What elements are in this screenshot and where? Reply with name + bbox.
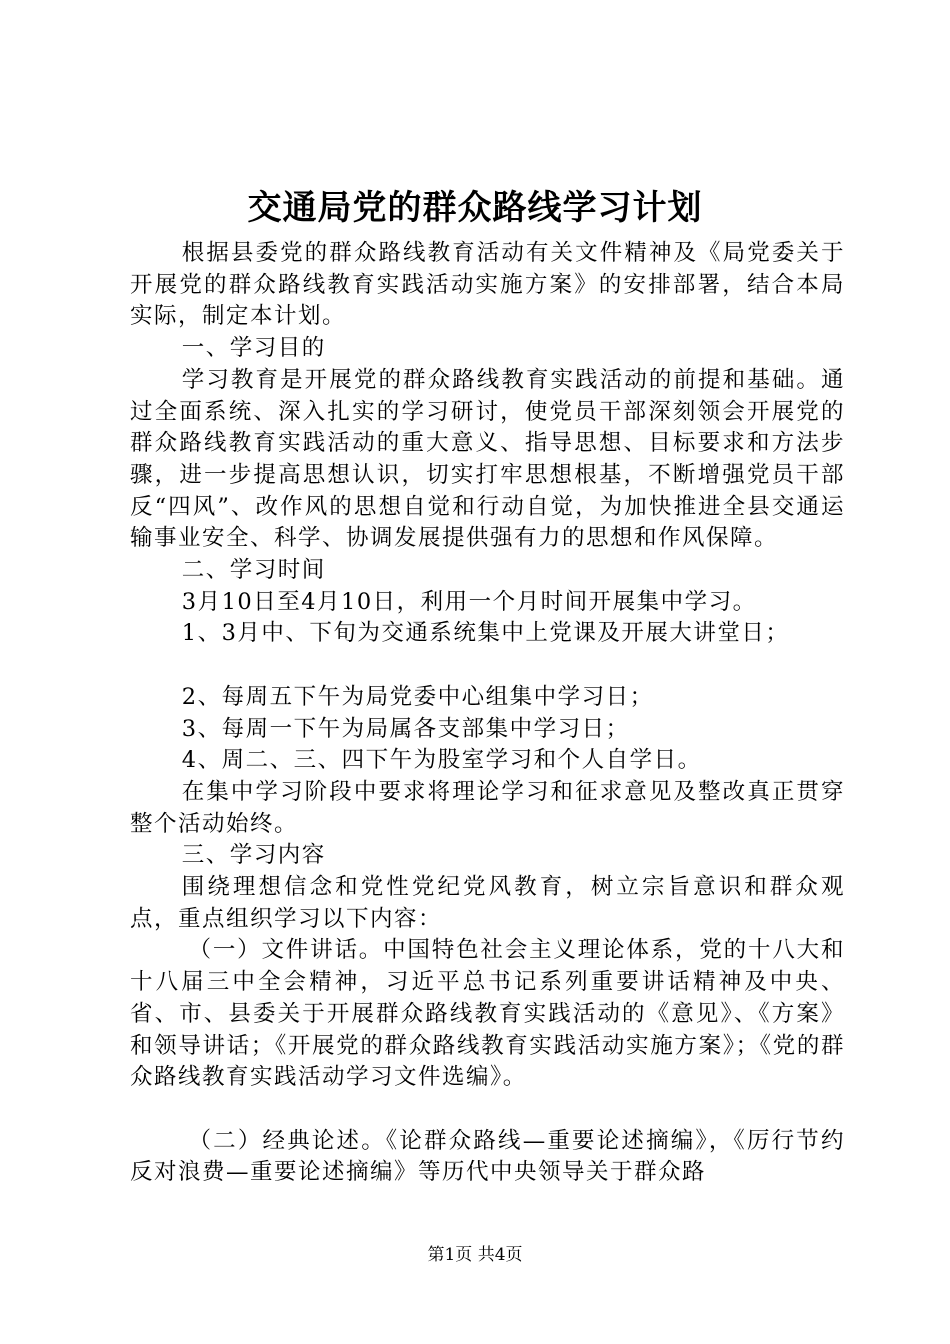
section-heading-purpose: 一、学习目的 xyxy=(181,335,326,362)
paragraph-purpose: 学习教育是开展党的群众路线教育实践活动的前提和基础。通过全面系统、深入扎实的学习研讨，使党员干部深刻领会开展党的群众路线教育实践活动的重大意义、指导思想、目标要求和方法步骤，进一步提高思想认识，切实打牢思想根基，不断增强党员干部反“四风”、改作风的思想自觉和行动自觉，为加快推进全县交通运输事业安全、科学、协调发展提供强有力的思想和作风保障。 xyxy=(130,366,845,552)
list-item-time-2: 2、每周五下午为局党委中心组集中学习日； xyxy=(181,683,654,710)
paragraph-content-intro: 围绕理想信念和党性党纪党风教育，树立宗旨意识和群众观点，重点组织学习以下内容： xyxy=(130,874,845,932)
page-footer: 第1页 共4页 xyxy=(427,1245,523,1265)
section-heading-time: 二、学习时间 xyxy=(181,557,326,584)
list-item-time-4: 4、周二、三、四下午为股室学习和个人自学日。 xyxy=(181,747,702,774)
paragraph-time-requirement: 在集中学习阶段中要求将理论学习和征求意见及整改真正贯穿整个活动始终。 xyxy=(130,778,845,837)
list-item-time-3: 3、每周一下午为局属各支部集中学习日； xyxy=(181,715,630,742)
list-item-time-1: 1、3月中、下旬为交通系统集中上党课及开展大讲堂日； xyxy=(181,620,790,647)
document-body xyxy=(130,238,845,1189)
paragraph-content-documents: （一）文件讲话。中国特色社会主义理论体系，党的十八大和十八届三中全会精神，习近平总书记系列重要讲话精神及中央、省、市、县委关于开展群众路线教育实践活动的《意见》、《方案》和领导讲话；《开展党的群众路线教育实践活动实施方案》；《党的群众路线教育实践活动学习文件选编》。 xyxy=(130,937,845,1091)
paragraph-time: 3月10日至4月10日，利用一个月时间开展集中学习。 xyxy=(181,588,757,615)
document-title: 交通局党的群众路线学习计划 xyxy=(247,188,703,228)
blank-line xyxy=(130,1094,845,1126)
blank-line xyxy=(130,650,845,682)
section-heading-content: 三、学习内容 xyxy=(181,842,326,869)
paragraph-intro: 根据县委党的群众路线教育活动有关文件精神及《局党委关于开展党的群众路线教育实践活动实施方案》的安排部署，结合本局实际，制定本计划。 xyxy=(130,240,845,330)
paragraph-content-classics: （二）经典论述。《论群众路线—重要论述摘编》，《厉行节约反对浪费—重要论述摘编》等历代中央领导关于群众路 xyxy=(130,1127,845,1186)
